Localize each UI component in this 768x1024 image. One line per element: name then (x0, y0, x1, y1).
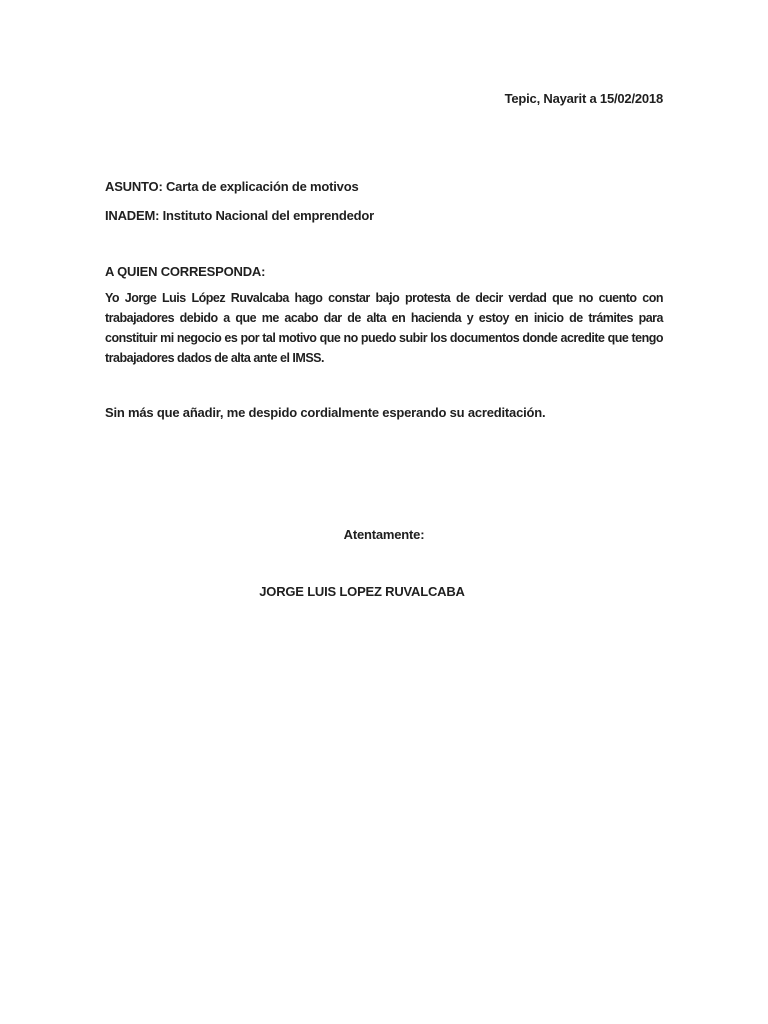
salutation-line: A QUIEN CORRESPONDA: (105, 264, 266, 279)
subject-line: ASUNTO: Carta de explicación de motivos (105, 179, 359, 194)
closing-line: Sin más que añadir, me despido cordialmente esperando su acreditación. (105, 405, 546, 420)
organization-line: INADEM: Instituto Nacional del emprendedor (105, 208, 374, 223)
body-paragraph: Yo Jorge Luis López Ruvalcaba hago constar bajo protesta de decir verdad que no cuento con trabajadores debido a que me acabo dar de alta en hacienda y estoy en inicio de trámites para constituir mi negocio es por tal motivo que no puedo subir los documentos donde acredite que tengo trabajadores dados de alta ante el IMSS. (105, 291, 663, 365)
signature-name: JORGE LUIS LOPEZ RUVALCABA (259, 584, 465, 599)
signoff-line: Atentamente: (343, 527, 425, 542)
date-line: Tepic, Nayarit a 15/02/2018 (504, 91, 663, 106)
